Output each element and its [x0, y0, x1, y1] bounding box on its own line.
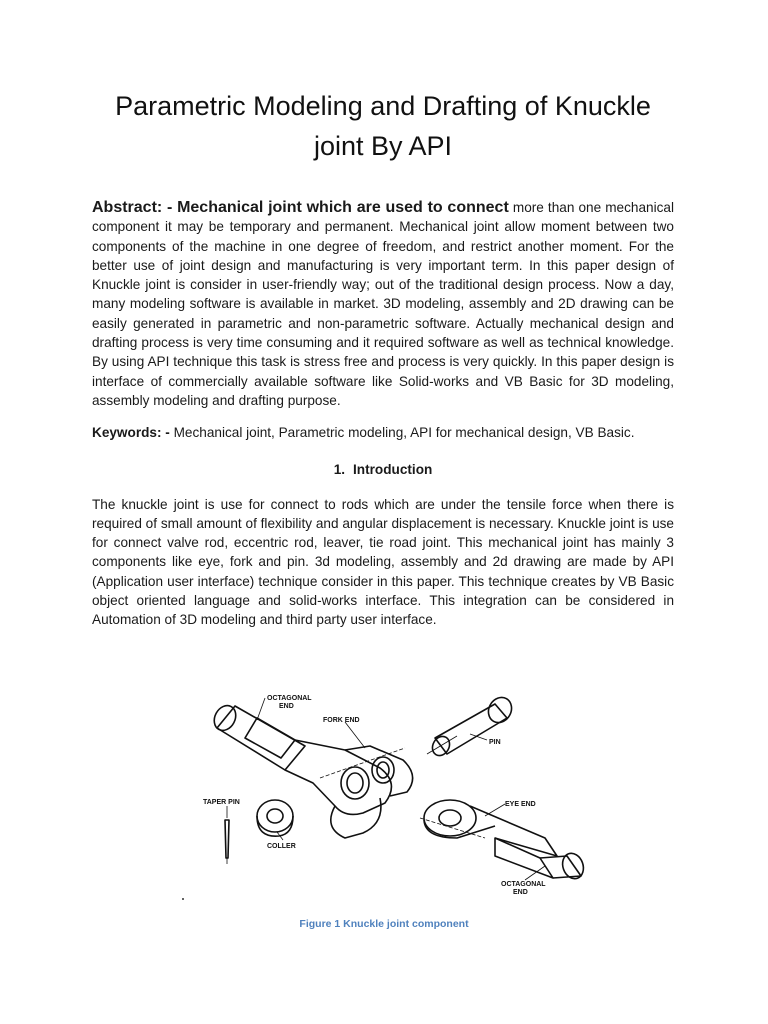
fork-octagonal-section	[245, 718, 295, 758]
eye-end-neck	[470, 806, 557, 856]
abstract-lead: Mechanical joint which are used to connect	[177, 199, 509, 216]
label-octagonal-end-top-line1: OCTAGONAL	[267, 695, 312, 702]
section-heading-introduction	[92, 460, 674, 479]
label-octagonal-end-top-line2: END	[279, 703, 294, 710]
fork-prong-upper	[345, 746, 413, 796]
section-number: 1.	[333, 461, 346, 477]
label-fork-end: FORK END	[323, 717, 360, 724]
collar-side	[257, 816, 293, 836]
pin-shank	[435, 704, 507, 754]
keywords-label: Keywords: -	[92, 425, 174, 441]
collar-outer	[257, 800, 293, 832]
collar-inner	[267, 809, 283, 823]
label-pin: PIN	[489, 739, 501, 746]
paper-title: Parametric Modeling and Drafting of Knuckle joint By API	[115, 91, 651, 161]
label-eye-end: EYE END	[505, 801, 536, 808]
label-taper-pin: TAPER PIN	[203, 799, 240, 806]
figure-caption: Figure 1 Knuckle joint component	[299, 918, 469, 930]
paper-page	[92, 0, 674, 630]
taper-pin-shape	[225, 820, 229, 858]
stray-dot	[182, 898, 184, 900]
knuckle-joint-figure	[195, 688, 595, 908]
knuckle-joint-drawing	[195, 688, 595, 908]
section-title: Introduction	[353, 461, 433, 477]
fork-prong-lower	[331, 798, 381, 838]
label-octagonal-end-bottom-line2: END	[513, 889, 528, 896]
fork-hole-lower	[341, 767, 369, 799]
keywords-paragraph	[92, 423, 674, 442]
eye-end-ring	[424, 800, 476, 836]
label-octagonal-end-bottom-line1: OCTAGONAL	[501, 881, 546, 888]
introduction-paragraph: The knuckle joint is use for connect to rods which are under the tensile force when there is required of small amount of flexibility and angular displacement is necessary. Knuckle joint is use for connect valve rod, eccentric rod, leaver, tie road joint. This mechanical joint has mainly 3 components like eye, fork and pin. 3d modeling, assembly and 2d drawing are made by API (Application user interface) technique consider in this paper. This technique creates by VB Basic object oriented language and solid-works interface. This integration can be considered in Automation of 3D modeling and third party user interface.	[92, 496, 674, 628]
abstract-body: more than one mechanical component it may be temporary and permanent. Mechanical joint allow moment between two components of the machine in one degree of freedom, and restrict another moment. For the better use of joint design and manufacturing is very important term. In this paper design of Knuckle joint is consider in user-friendly way; out of the traditional design process. Now a day, many modeling software is available in market. 3D modeling, assembly and 2D drawing can be easily generated in parametric and non-parametric software. Actually mechanical design and drafting process is very time consuming and it required software as well as technical knowledge. By using API technique this task is stress free and process is very quickly. In this paper design is interface of commercially available software like Solid-works and VB Basic for 3D modeling, assembly modeling and drafting purpose.	[92, 200, 674, 408]
abstract-label: Abstract: -	[92, 199, 178, 216]
eye-end-hole	[439, 810, 461, 826]
keywords-text: Mechanical joint, Parametric modeling, API for mechanical design, VB Basic.	[173, 425, 635, 441]
abstract-paragraph	[92, 198, 674, 410]
label-coller: COLLER	[267, 843, 296, 850]
